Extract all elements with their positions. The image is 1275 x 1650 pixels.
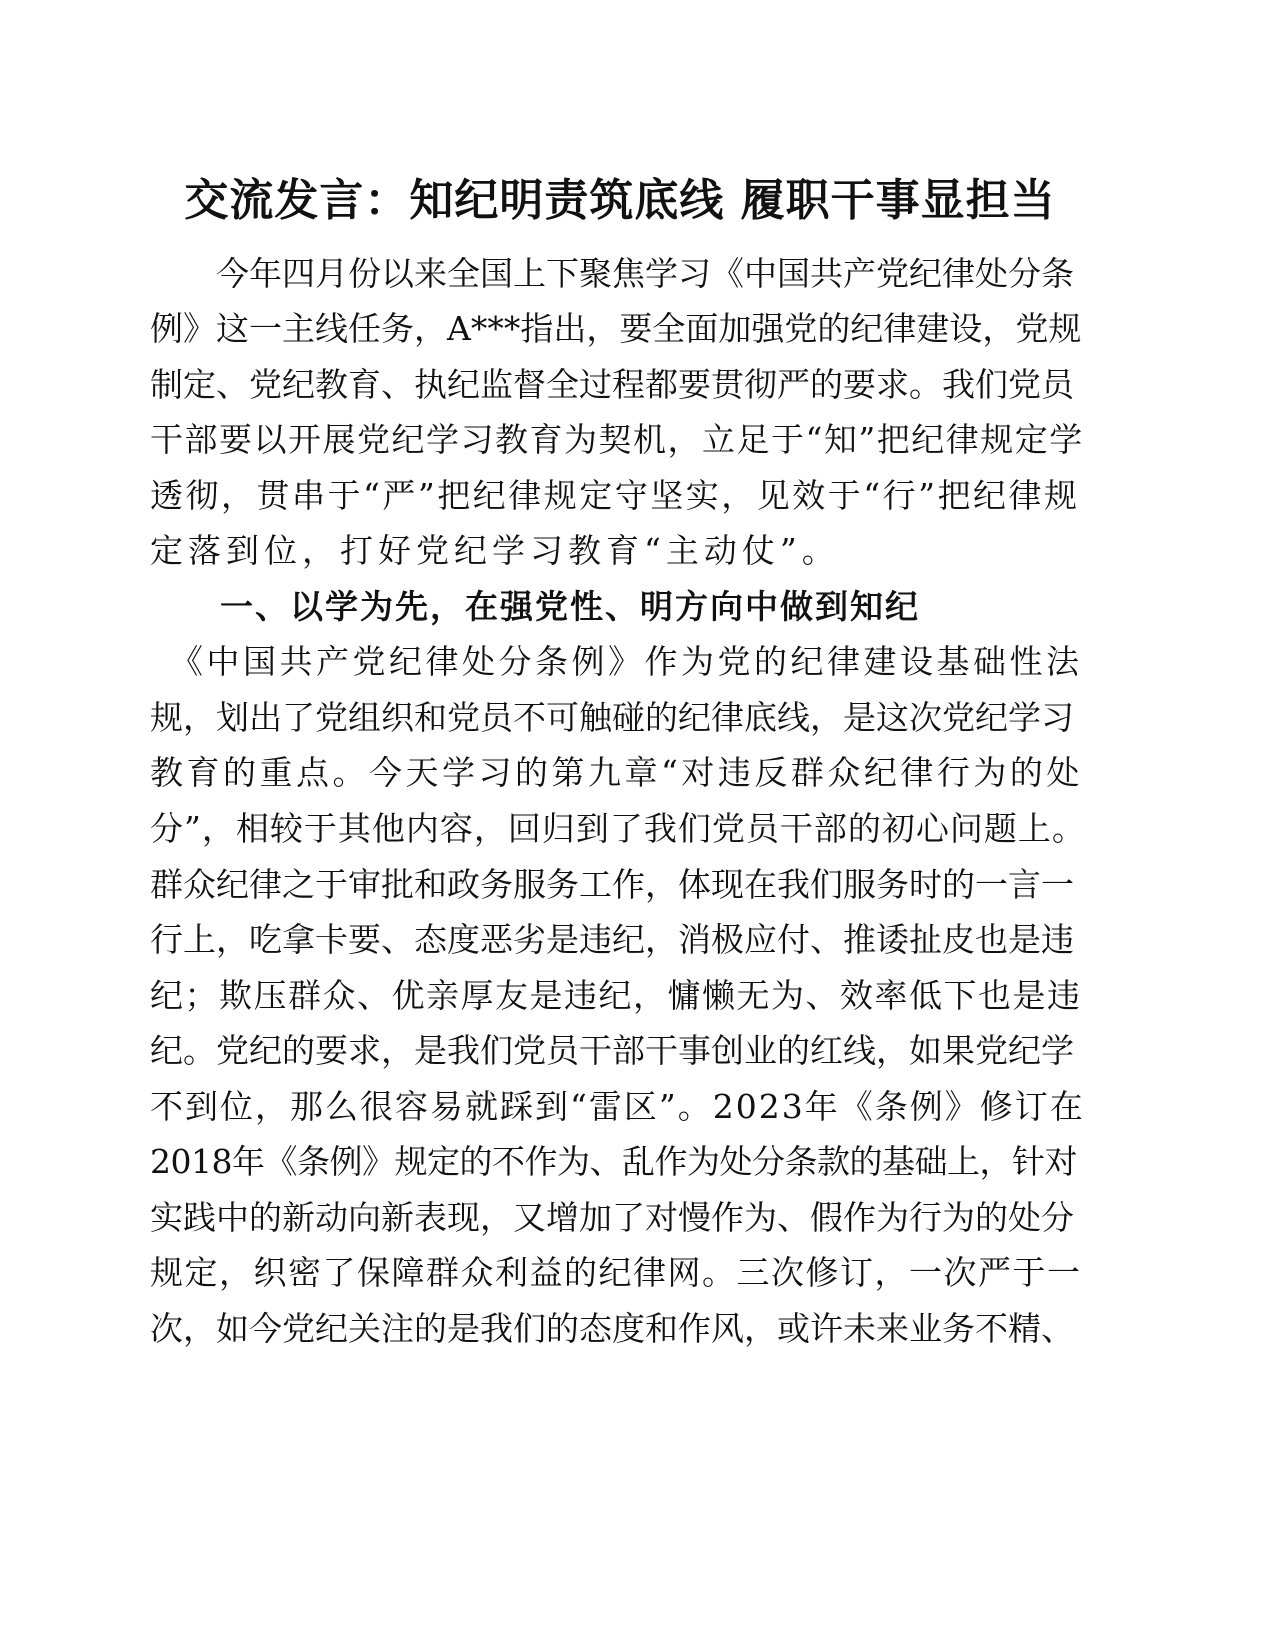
body-line: 教育的重点。今天学习的第九章“对违反群众纪律行为的处	[150, 753, 1083, 792]
body-line: 制定、党纪教育、执纪监督全过程都要贯彻严的要求。我们党员	[150, 365, 1074, 404]
body-line: 干部要以开展党纪学习教育为契机，立足于“知”把纪律规定学	[150, 420, 1084, 459]
body-line: 透彻，贯串于“严”把纪律规定守坚实，见效于“行”把纪律规	[150, 476, 1080, 515]
body-line: 分”，相较于其他内容，回归到了我们党员干部的初心问题上。	[150, 809, 1086, 848]
body-line: 行上，吃拿卡要、态度恶劣是违纪，消极应付、推诿扯皮也是违	[150, 920, 1074, 959]
body-line: 不到位，那么很容易就踩到“雷区”。2023年《条例》修订在	[150, 1087, 1085, 1126]
body-line: 群众纪律之于审批和政务服务工作，体现在我们服务时的一言一	[150, 865, 1074, 904]
body-line: 定落到位，打好党纪学习教育“主动仗”。	[150, 531, 840, 570]
body-line: 实践中的新动向新表现，又增加了对慢作为、假作为行为的处分	[150, 1198, 1074, 1237]
document-title: 交流发言：知纪明责筑底线 履职干事显担当	[184, 175, 1056, 226]
body-line: 2018年《条例》规定的不作为、乱作为处分条款的基础上，针对	[150, 1142, 1077, 1181]
body-line: 今年四月份以来全国上下聚焦学习《中国共产党纪律处分条	[150, 254, 1074, 293]
body-line: 《中国共产党纪律处分条例》作为党的纪律建设基础性法	[150, 642, 1083, 681]
body-line: 纪。党纪的要求，是我们党员干部干事创业的红线，如果党纪学	[150, 1031, 1074, 1070]
body-line: 纪；欺压群众、优亲厚友是违纪，慵懒无为、效率低下也是违	[150, 976, 1082, 1015]
body-line: 次，如今党纪关注的是我们的态度和作风，或许未来业务不精、	[150, 1309, 1074, 1348]
body-line: 规定，织密了保障群众利益的纪律网。三次修订，一次严于一	[150, 1253, 1082, 1292]
body-line: 例》这一主线任务，A***指出，要全面加强党的纪律建设，党规	[150, 309, 1082, 348]
section-heading: 一、以学为先，在强党性、明方向中做到知纪	[150, 587, 920, 626]
body-line: 规，划出了党组织和党员不可触碰的纪律底线，是这次党纪学习	[150, 698, 1074, 737]
